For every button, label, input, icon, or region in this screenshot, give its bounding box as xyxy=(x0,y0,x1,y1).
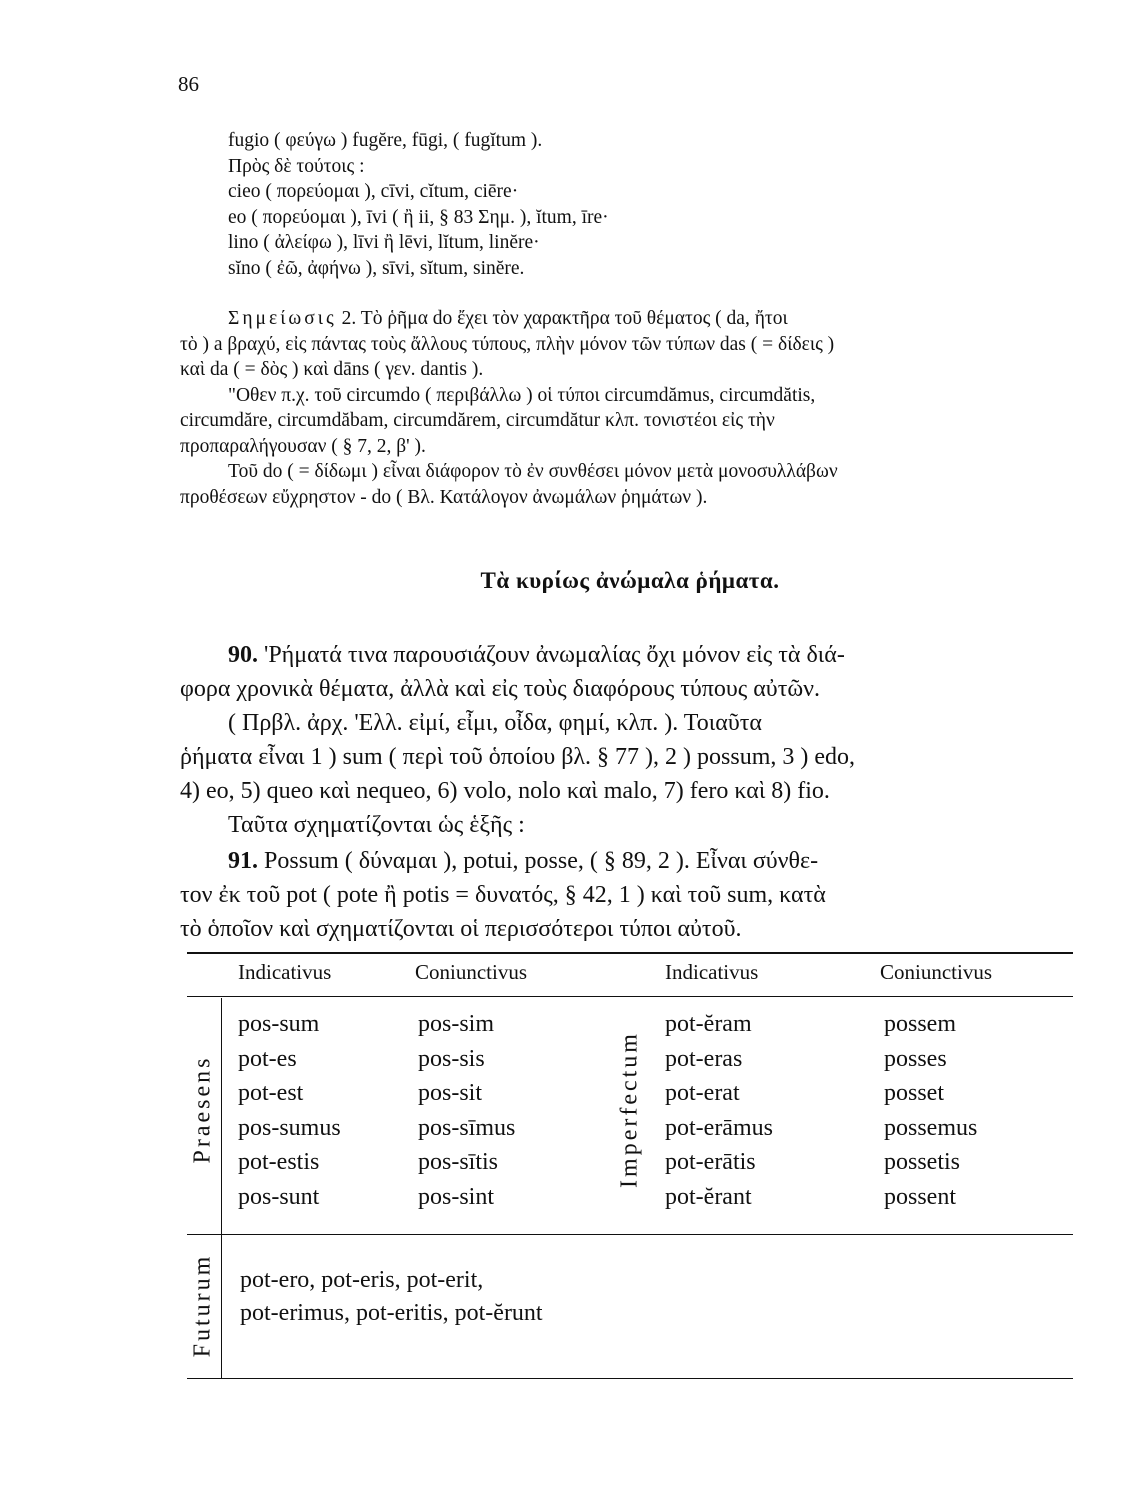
section-line: φορα χρονικὰ θέματα, ἀλλὰ καὶ εἰς τοὺς διαφόρους τύπους αὐτῶν. xyxy=(180,676,820,702)
table-top-rule xyxy=(187,952,1073,954)
form: pot-es xyxy=(238,1045,297,1072)
form: pot-ĕram xyxy=(665,1011,752,1037)
list-line: sĭno ( ἐῶ, ἀφήνω ), sīvi, sĭtum, sinĕre. xyxy=(228,257,525,279)
list-line: cieo ( πορεύομαι ), cīvi, cĭtum, ciēre· xyxy=(228,181,519,202)
imperfectum-indicativus-column xyxy=(665,1007,773,1214)
form: possent xyxy=(884,1183,956,1210)
section-line: 4) eo, 5) queo καὶ nequeo, 6) volo, nolo καὶ malo, 7) fero καὶ 8) fio. xyxy=(180,778,830,804)
page-number: 86 xyxy=(178,72,199,96)
form: pot-erāmus xyxy=(665,1114,773,1141)
imperfectum-coniunctivus-column xyxy=(884,1007,977,1214)
note-line: "Οθεν π.χ. τοῦ circumdo ( περιβάλλω ) οἱ τύποι circumdămus, circumdătis, xyxy=(228,384,816,406)
note-line: προθέσεων εὔχρηστον - do ( Βλ. Κατάλογον ἀνωμάλων ῥημάτων ). xyxy=(180,486,708,508)
note-line: προπαραλήγουσαν ( § 7, 2, β' ). xyxy=(180,435,426,457)
header-rule xyxy=(187,996,1073,997)
section-number: 91. xyxy=(228,848,258,874)
section-heading: Τὰ κυρίως ἀνώμαλα ῥήματα. xyxy=(480,568,780,593)
futurum-rule xyxy=(187,1234,1073,1235)
form: pot-erātis xyxy=(665,1149,756,1175)
header-imperfectum-coniunctivus: Coniunctivus xyxy=(880,960,993,984)
form: possemus xyxy=(884,1114,978,1141)
futurum-label: Futurum xyxy=(189,1253,216,1358)
form: pos-sītis xyxy=(418,1149,499,1175)
form: pot-ero, pot-eris, pot-erit, xyxy=(240,1267,484,1293)
form: pos-sint xyxy=(418,1183,495,1210)
section-line: ( Πρβλ. ἀρχ. 'Ελλ. εἰμί, εἶμι, οἶδα, φημί, κλπ. ). Τοιαῦτα xyxy=(228,710,762,736)
form: possem xyxy=(884,1011,956,1037)
section-line: τον ἐκ τοῦ pot ( pote ἢ potis = δυνατός, § 42, 1 ) καὶ τοῦ sum, κατὰ xyxy=(180,882,826,908)
section-line: ῥήματα εἶναι 1 ) sum ( περὶ τοῦ ὁποίου βλ. § 77 ), 2 ) possum, 3 ) edo, xyxy=(180,744,856,770)
header-imperfectum-indicativus: Indicativus xyxy=(665,960,759,984)
form: pot-ĕrant xyxy=(665,1183,752,1210)
form: pot-est xyxy=(238,1080,304,1106)
form: pot-erimus, pot-eritis, pot-ĕrunt xyxy=(240,1300,543,1326)
list-line: lino ( ἀλείφω ), līvi ἢ lēvi, lĭtum, linĕre· xyxy=(228,232,540,253)
section-number: 90. xyxy=(228,642,258,668)
form: possetis xyxy=(884,1149,961,1175)
note-line: circumdăre, circumdăbam, circumdărem, circumdătur κλπ. τονιστέοι εἰς τὴν xyxy=(180,410,775,431)
imperfectum-label: Imperfectum xyxy=(616,1031,643,1188)
section-90 xyxy=(180,638,1080,842)
form: pos-sit xyxy=(418,1080,483,1106)
header-praesens-indicativus: Indicativus xyxy=(238,960,332,984)
section-line: Possum ( δύναμαι ), potui, posse, ( § 89, 2 ). Εἶναι σύνθε- xyxy=(264,848,819,874)
section-91 xyxy=(180,844,1080,946)
note-label: Σημείωσις xyxy=(228,308,337,329)
form: pos-sunt xyxy=(238,1183,320,1210)
praesens-label-divider xyxy=(221,998,222,1238)
table-bottom-rule xyxy=(187,1378,1073,1379)
form: pos-sim xyxy=(418,1011,495,1037)
form: pot-eras xyxy=(665,1045,743,1072)
note-line: 2. Τὸ ῥῆμα do ἔχει τὸν χαρακτῆρα τοῦ θέματος ( da, ἤτοι xyxy=(341,308,788,329)
form: posses xyxy=(884,1045,947,1072)
futurum-forms xyxy=(240,1264,543,1330)
note-block xyxy=(180,306,1080,510)
form: pos-sum xyxy=(238,1011,320,1037)
form: pot-erat xyxy=(665,1080,740,1106)
futurum-label-divider xyxy=(221,1236,222,1378)
form: pot-estis xyxy=(238,1149,320,1175)
header-praesens-coniunctivus: Coniunctivus xyxy=(415,960,528,984)
verb-list xyxy=(180,128,1080,281)
form: pos-sīmus xyxy=(418,1114,516,1141)
form: pos-sis xyxy=(418,1045,485,1072)
note-line: Τοῦ do ( = δίδωμι ) εἶναι διάφορον τὸ ἐν συνθέσει μόνον μετὰ μονοσυλλάβων xyxy=(228,461,838,482)
note-line: τὸ ) a βραχύ, εἰς πάντας τοὺς ἄλλους τύπους, πλὴν μόνον τῶν τύπων das ( = δίδεις ) xyxy=(180,333,835,355)
note-line: καὶ da ( = δὸς ) καὶ dāns ( γεν. dantis ). xyxy=(180,359,484,380)
list-line: eo ( πορεύομαι ), īvi ( ἢ ii, § 83 Σημ. ), ĭtum, īre· xyxy=(228,206,609,228)
praesens-label: Praesens xyxy=(189,1055,216,1164)
praesens-coniunctivus-column xyxy=(418,1007,515,1214)
form: pos-sumus xyxy=(238,1114,341,1141)
form: posset xyxy=(884,1080,944,1106)
section-line: Ταῦτα σχηματίζονται ὡς ἑξῆς : xyxy=(228,812,525,838)
section-line: τὸ ὁποῖον καὶ σχηματίζονται οἱ περισσότεροι τύποι αὐτοῦ. xyxy=(180,916,742,942)
list-line: Πρὸς δὲ τούτοις : xyxy=(228,155,365,177)
list-line: fugio ( φεύγω ) fugĕre, fūgi, ( fugĭtum ). xyxy=(228,130,543,151)
praesens-indicativus-column xyxy=(238,1007,341,1214)
section-line: 'Ρήματά τινα παρουσιάζουν ἀνωμαλίας ὄχι μόνον εἰς τὰ διά- xyxy=(264,642,845,668)
